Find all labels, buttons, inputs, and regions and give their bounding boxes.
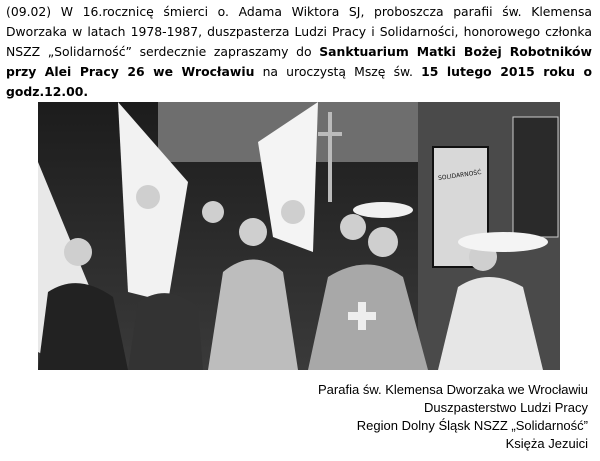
photo-illustration [38,102,560,370]
signature-line-ministry: Duszpasterstwo Ludzi Pracy [423,400,588,415]
cross [328,112,332,202]
signature-block [318,381,588,453]
intro-text: (09.02) W 16.rocznicę śmierci o. Adama Wiktora SJ, proboszcza parafii św. Klemensa Dworzaka w latach 1978-1987, duszpasterza Ludzi Pracy i Solidarności, honorowego członka NSZZ „Solidarność” serdecznie zapraszamy do [6,4,592,59]
intro-text-cont: na uroczystą Mszę św. [254,64,422,79]
event-photo [38,102,560,370]
poster-text: SOLIDARNOŚĆ [437,169,482,183]
announcement-text [6,2,592,102]
event-date: 15 lutego 2015 roku o godz.12.00. [6,64,592,99]
signature-line-jesuits: Księża Jezuici [505,436,588,451]
signature-line-parish: Parafia św. Klemensa Dworzaka we Wrocławiu [318,382,588,397]
signature-line-union: Region Dolny Śląsk NSZZ „Solidarność” [356,418,588,433]
venue-name: Sanktuarium Matki Bożej Robotników przy Alei Pracy 26 we Wrocławiu [6,44,592,79]
